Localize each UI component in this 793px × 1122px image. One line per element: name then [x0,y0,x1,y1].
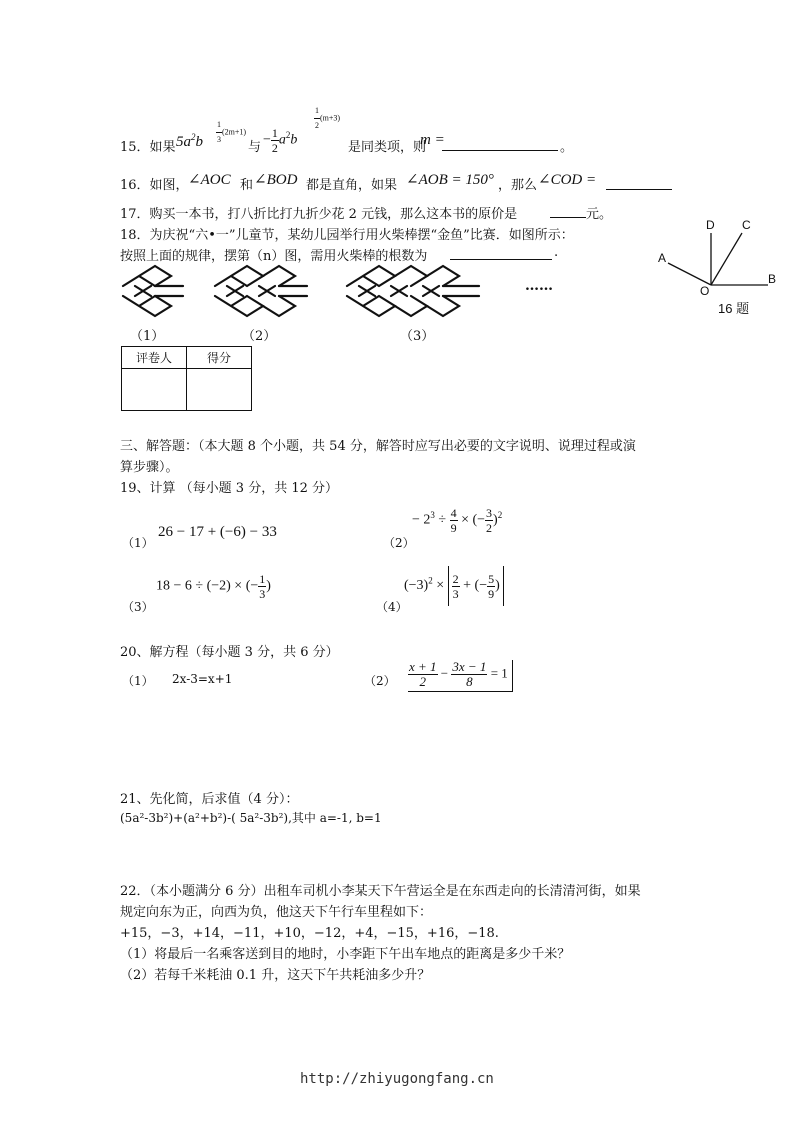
q15-expr1-exponent: $\frac{1}{3}$ (2m+1) [217,120,247,144]
q22-line3: +15，−3，+14，−11，+10，−12，+4，−15，+16，−18. [120,926,499,941]
score-table-grader-cell[interactable] [122,369,187,411]
q19-p4-label: （4） [376,600,408,614]
q18-line2 [120,245,580,263]
label-a: A [658,251,667,265]
q16-text-c: ，那么 [498,178,538,193]
q15-answer-blank[interactable] [442,136,558,151]
q15-and: 与 [248,140,262,155]
q22-line1: 22．（本小题满分 6 分）出租车司机小李某天下午营运全是在东西走向的长清清河街，如果 [120,884,641,899]
q16-text-b: 都是直角，如果 [306,178,398,193]
label-d: D [706,218,715,232]
q16-angle-bod: ∠BOD [254,172,298,188]
q21-title: 21、先化简，后求值（4 分）： [120,792,299,807]
q15-expr2: − $\frac{1}{2}$ $a^2b$ [263,126,298,155]
score-table-header-grader: 评卷人 [122,347,187,369]
q16-and: 和 [240,178,254,193]
footer-url[interactable]: http://zhiyugongfang.cn [300,1071,494,1087]
q22-line4: （1）将最后一名乘客送到目的地时，小李距下午出车地点的距离是多少千米？ [120,947,571,962]
q22-line5: （2）若每千米耗油 0.1 升，这天下午共耗油多少升？ [120,968,431,983]
q19-p2-label: （2） [383,536,415,550]
q20-p1-expr: 2x-3=x+1 [172,672,233,686]
q15-expr1: $5a^2b$ [176,132,203,150]
fish-figure-1 [123,266,183,316]
q18-label-3: （3） [400,329,435,344]
section-3-line2: 算步骤）。 [120,460,179,475]
question-17 [120,203,640,221]
q17-answer-blank[interactable] [550,203,586,218]
q20-p1-label: （1） [122,674,154,688]
q15-var: m = [420,132,445,148]
q18-label-1: （1） [130,329,165,344]
q19-title: 19、计算 （每小题 3 分，共 12 分） [120,481,339,496]
q18-line1: 18．为庆祝“六•一”儿童节，某幼儿园举行用火柴棒摆“金鱼”比赛．如图所示： [120,228,574,243]
score-table [121,346,252,411]
q15-tail: 是同类项，则 [348,140,427,155]
q17-text: 17．购买一本书，打八折比打九折少花 2 元钱，那么这本书的原价是 [120,207,518,222]
q19-p2-expr: − $2^3$ ÷ $\frac{4}{9}$ × (− $\frac{3}{2}$ )$^2$ [412,506,503,535]
q16-angle-aoc: ∠AOC [188,172,231,188]
q16-text-a: 16．如图， [120,178,189,193]
q20-title: 20、解方程（每小题 3 分，共 6 分） [120,645,339,660]
q15-expr2-exponent: $\frac{1}{2}$ (m+3) [315,106,341,130]
q18-answer-blank[interactable] [450,245,552,260]
section-3-line1: 三、解答题：（本大题 8 个小题，共 54 分，解答时应写出必要的文字说明、说理过程或演 [120,439,636,454]
q22-line2: 规定向东为正，向西为负，他这天下午行车里程如下： [120,905,433,920]
q15-end: 。 [560,140,574,155]
q17-unit: 元。 [586,207,613,222]
q19-p1-expr: 26 − 17 + (−6) − 33 [158,524,277,540]
question-15 [120,106,680,158]
q18-label-2: （2） [242,329,277,344]
score-table-header-score: 得分 [187,347,252,369]
q21-expr: (5a²-3b²)+(a²+b²)-( 5a²-3b²),其中 a=-1, b=1 [120,811,382,825]
q18-dots: …… [525,278,553,294]
question-16 [120,170,680,192]
label-o: O [700,284,710,298]
fish-figure-2 [215,266,307,316]
q16-condition: ∠AOB = 150° [406,172,494,188]
q18-end: . [554,245,559,260]
q19-p4-expr: $(-3)^2$ × $\frac{2}{3}$ + (− $\frac{5}{9}$ ) [404,566,504,606]
q19-p1-label: （1） [122,536,154,550]
q16-answer-blank[interactable] [606,175,672,190]
q19-p3-expr: 18 − 6 ÷ (−2) × (− $\frac{1}{3}$ ) [156,572,271,601]
q20-p2-expr: $\frac{x + 1}{2}$ − $\frac{3x - 1}{8}$ = 1 [408,660,513,692]
figure-caption: 16 题 [718,301,750,316]
q15-label: 15．如果 [120,140,176,155]
fish-figure-3 [347,266,479,316]
matchstick-fish-figure [115,262,565,322]
q16-angle-cod: ∠COD = [538,172,597,188]
label-b: B [768,272,777,286]
q19-p3-label: （3） [122,600,154,614]
angle-figure-16 [650,215,785,320]
q20-p2-label: （2） [364,674,396,688]
score-table-score-cell[interactable] [187,369,252,411]
label-c: C [742,218,751,232]
q18-line2-text: 按照上面的规律，摆第（n）图，需用火柴棒的根数为 [120,249,428,264]
